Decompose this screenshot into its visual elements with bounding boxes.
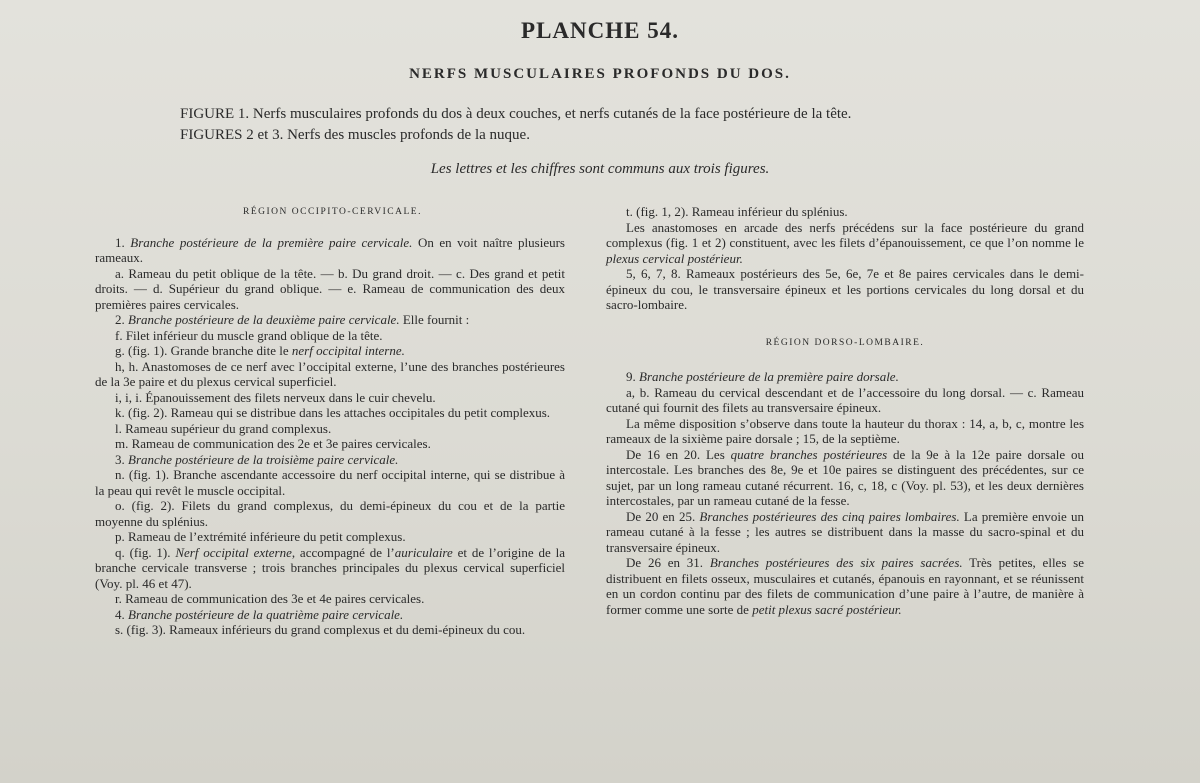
entry-anastomoses: Les anastomoses en arcade des nerfs précédens sur la face postérieure du grand complexus (fig. 1 et 2) constituent, avec les filets d’épanouissement, ce que l’on nomme le plexus cervical postérieur. bbox=[606, 219, 1084, 266]
entry-m: m. Rameau de communication des 2e et 3e paires cervicales. bbox=[115, 436, 431, 451]
entry-s: s. (fig. 3). Rameaux inférieurs du grand complexus et du demi-épineux du cou. bbox=[115, 622, 526, 637]
figure-2-3-description: FIGURES 2 et 3. Nerfs des muscles profonds de la nuque. bbox=[180, 127, 530, 143]
legend-caption: Les lettres et les chiffres sont communs aux trois figures. bbox=[430, 161, 770, 177]
entry-t: t. (fig. 1, 2). Rameau inférieur du splénius. bbox=[626, 204, 848, 219]
plate-title: PLANCHE 54. bbox=[521, 18, 679, 43]
entry-n: n. (fig. 1). Branche ascendante accessoire du nerf occipital interne, qui se distribue à la peau qui revêt le muscle occipital. bbox=[95, 467, 565, 498]
entry-o: o. (fig. 2). Filets du grand complexus, du demi-épineux du cou et de la partie moyenne du splénius. bbox=[95, 498, 565, 529]
entry-q: q. (fig. 1). Nerf occipital externe, accompagné de l’auriculaire et de l’origine de la branche cervicale transverse ; trois branches principales du plexus cervical superficiel (Voy. pl. 46 et 47). bbox=[95, 544, 565, 591]
entry-i: i, i, i. Épanouissement des filets nerveux dans le cuir chevelu. bbox=[115, 389, 436, 405]
left-column bbox=[95, 205, 565, 638]
entry-9: 9. Branche postérieure de la première paire dorsale. bbox=[626, 369, 899, 384]
entry-16-20: De 16 en 20. Les quatre branches postérieures de la 9e à la 12e paire dorsale ou intercostale. Les branches des 8e, 9e et 10e paires se distinguent des précédentes, sur ce sujet, par un long rameau cutané récurrent. 16, c, 18, c (Voy. pl. 53), et les deux dernières intercostales, par un rameau cutané de la fesse. bbox=[606, 446, 1084, 508]
entry-h: h, h. Anastomoses de ce nerf avec l’occipital externe, l’une des branches postérieures de la 3e paire et du plexus cervical superficiel. bbox=[95, 358, 565, 389]
entry-g: g. (fig. 1). Grande branche dite le nerf occipital interne. bbox=[115, 343, 405, 358]
entry-1: 1. Branche postérieure de la première paire cervicale. On en voit naître plusieurs rameaux. bbox=[95, 234, 565, 265]
entry-a-e: a. Rameau du petit oblique de la tête. — b. Du grand droit. — c. Des grand et petit droits. — d. Supérieur du grand oblique. — e. Rameau de communication des deux premières paires cervicales. bbox=[95, 265, 565, 312]
entry-26-31: De 26 en 31. Branches postérieures des six paires sacrées. Très petites, elles se distribuent en filets osseux, musculaires et cutanés, épanouis en rayonnant, et se réunissent en un cordon continu par des filets de communication d’une paire à l’autre, de manière à former comme une sorte de petit plexus sacré postérieur. bbox=[606, 555, 1084, 617]
entry-p: p. Rameau de l’extrémité inférieure du petit complexus. bbox=[115, 529, 406, 544]
section-title-dorso-lombaire: RÉGION DORSO-LOMBAIRE. bbox=[765, 337, 925, 348]
entry-k: k. (fig. 2). Rameau qui se distribue dans les attaches occipitales du petit complexus. bbox=[115, 405, 551, 420]
right-column bbox=[606, 204, 1084, 617]
section-title-occipito-cervicale: RÉGION OCCIPITO-CERVICALE. bbox=[243, 207, 422, 217]
entry-r: r. Rameau de communication des 3e et 4e paires cervicales. bbox=[115, 591, 425, 606]
entry-l: l. Rameau supérieur du grand complexus. bbox=[115, 420, 332, 436]
entry-a-b-c: a, b. Rameau du cervical descendant et de l’accessoire du long dorsal. — c. Rameau cutané qui fournit des filets au transversaire épineux. bbox=[606, 384, 1084, 415]
entry-2: 2. Branche postérieure de la deuxième paire cervicale. Elle fournit : bbox=[115, 312, 470, 327]
entry-3: 3. Branche postérieure de la troisième paire cervicale. bbox=[115, 451, 399, 467]
entry-20-25: De 20 en 25. Branches postérieures des cinq paires lombaires. La première envoie un rameau cutané à la fesse ; les autres se distribuent dans la masse du sacro-spinal et du transversaire épineux. bbox=[606, 508, 1084, 555]
entry-4: 4. Branche postérieure de la quatrième paire cervicale. bbox=[115, 606, 404, 622]
entry-5-8: 5, 6, 7, 8. Rameaux postérieurs des 5e, 6e, 7e et 8e paires cervicales dans le demi-épineux du cou, le transversaire épineux et les portions cervicales du long dorsal et du sacro-lombaire. bbox=[606, 266, 1084, 312]
plate-subtitle: NERFS MUSCULAIRES PROFONDS DU DOS. bbox=[409, 66, 791, 82]
figure-1-description: FIGURE 1. Nerfs musculaires profonds du dos à deux couches, et nerfs cutanés de la face postérieure de la tête. bbox=[180, 106, 852, 122]
entry-thorax: La même disposition s’observe dans toute la hauteur du thorax : 14, a, b, c, montre les rameaux de la sixième paire dorsale ; 15, de la septième. bbox=[606, 415, 1084, 446]
entry-f: f. Filet inférieur du muscle grand oblique de la tête. bbox=[115, 327, 383, 343]
